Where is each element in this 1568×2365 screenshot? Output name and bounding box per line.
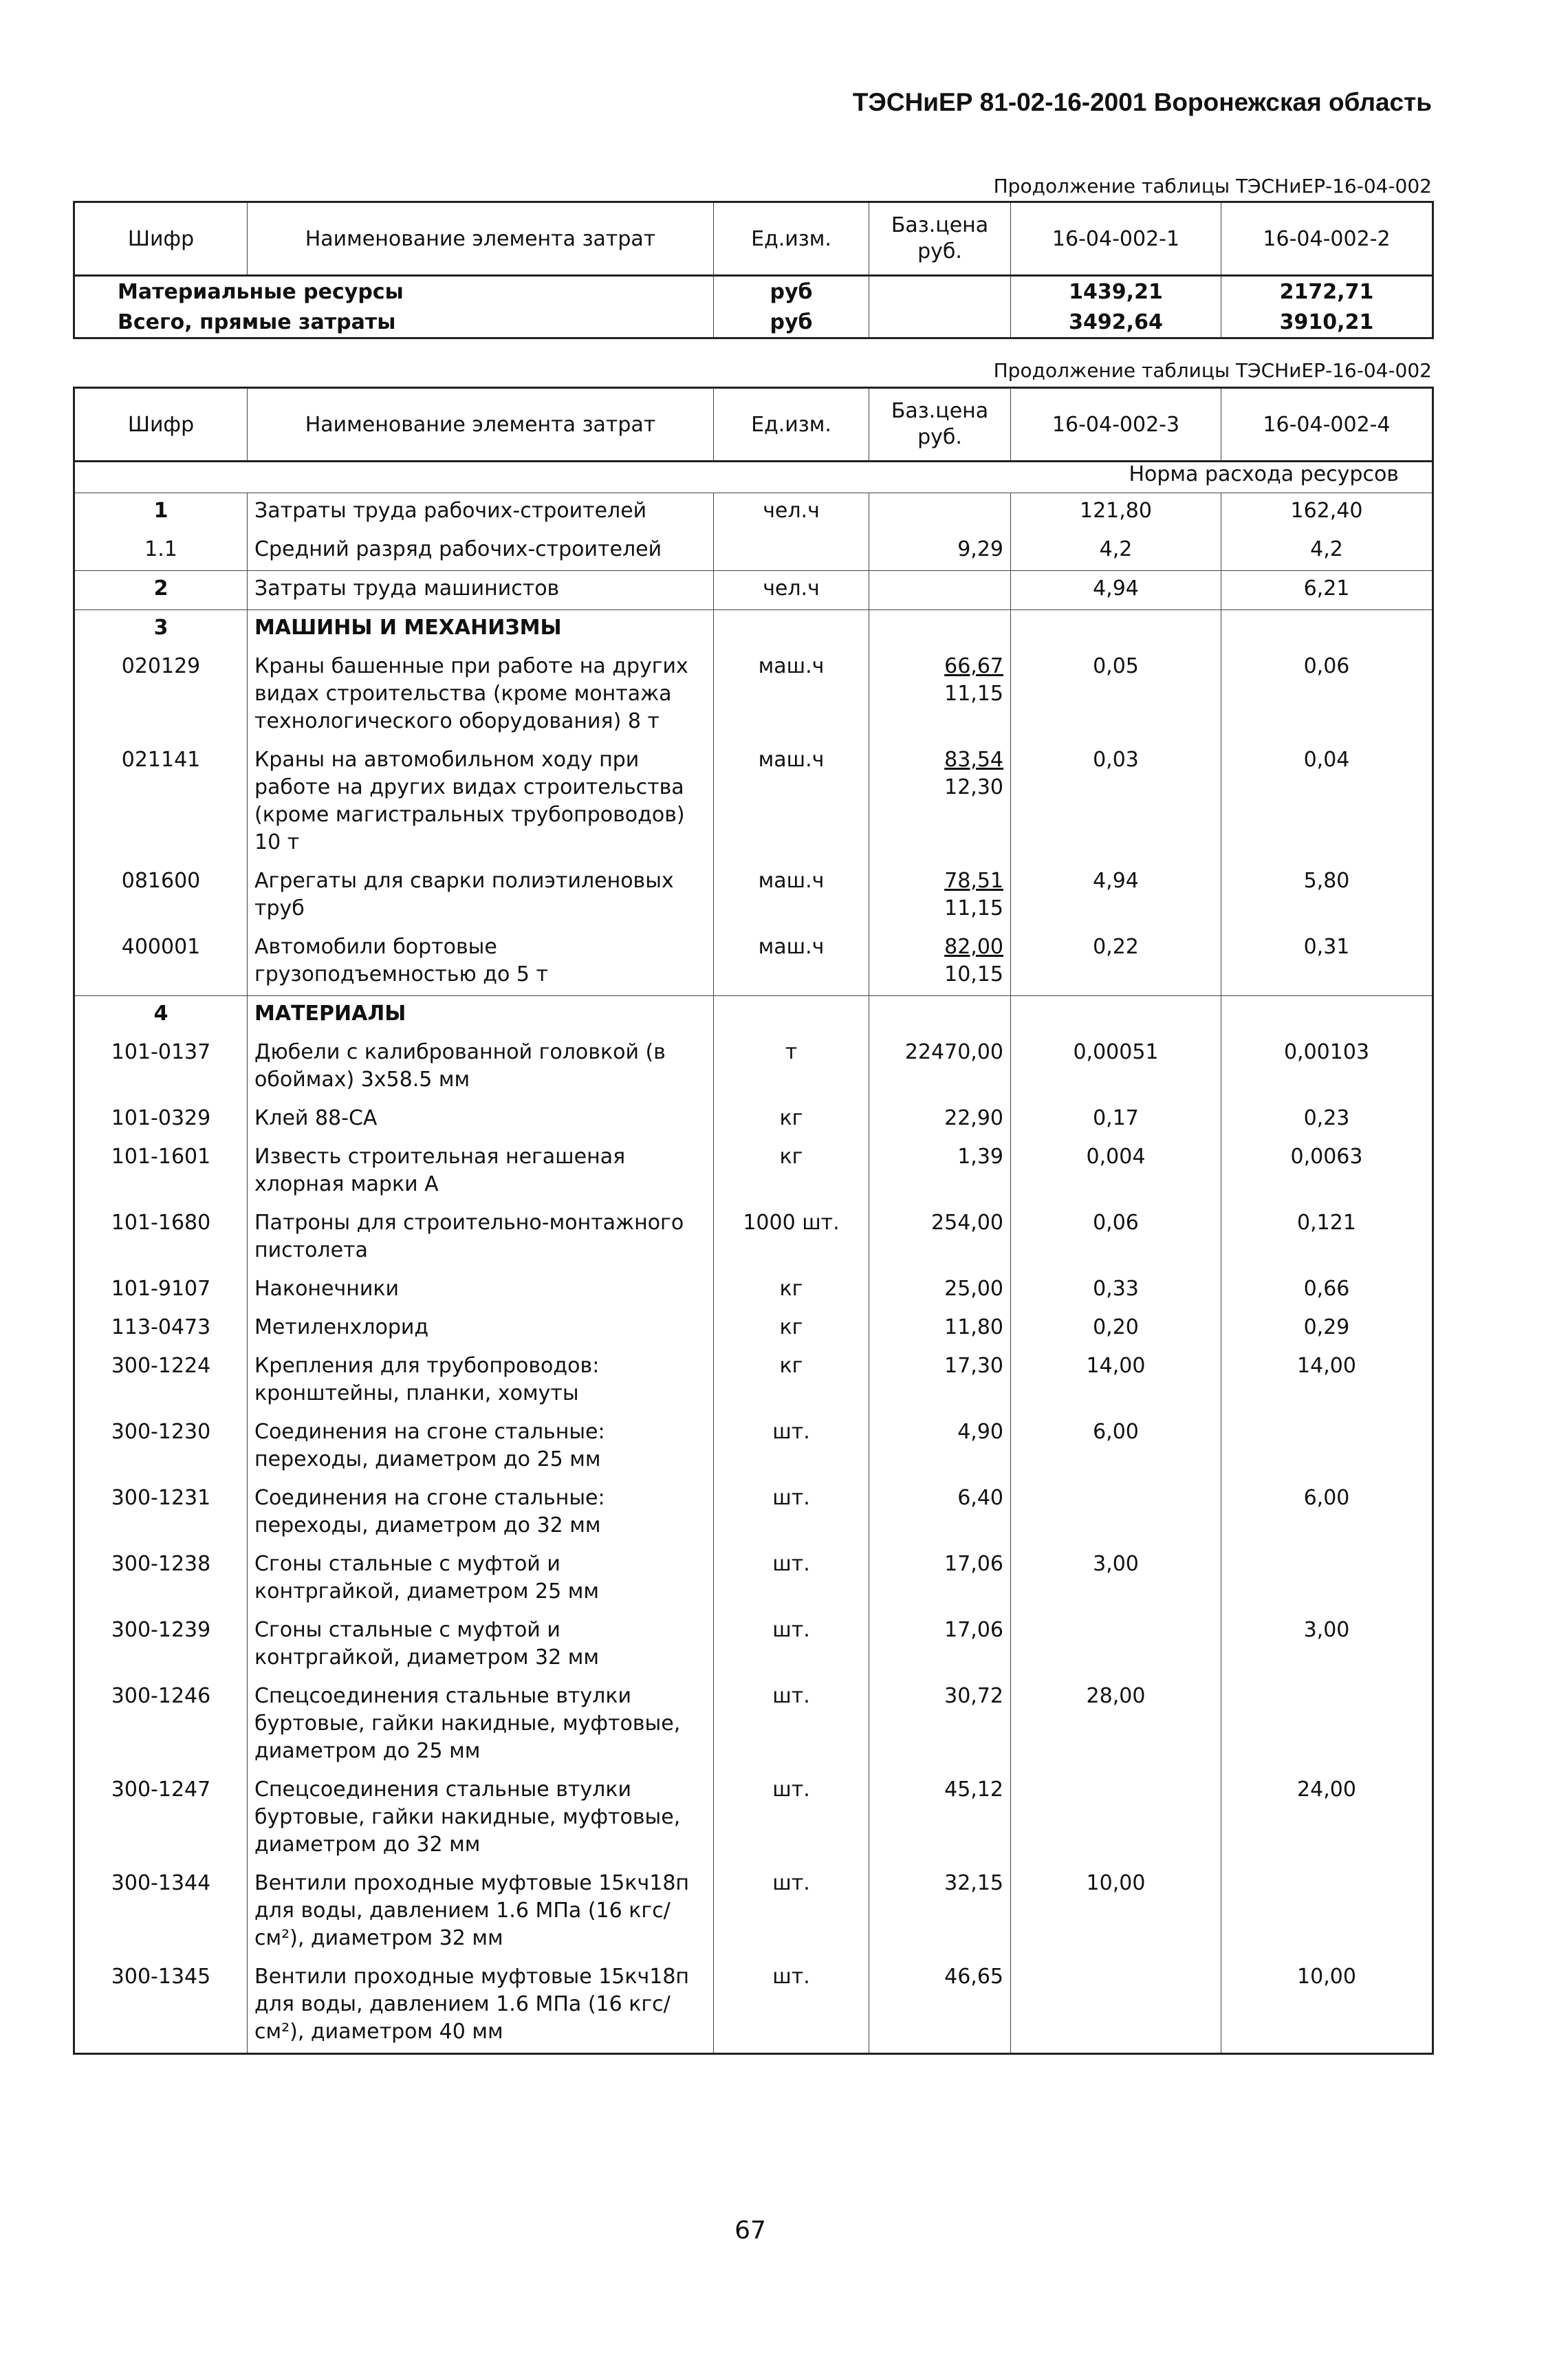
cell-price — [869, 1205, 1011, 1271]
table-caption: Продолжение таблицы ТЭСНиЕР-16-04-002 — [993, 175, 1432, 197]
price-value: 78,51 — [944, 869, 1003, 893]
cell-col-a — [1011, 1959, 1221, 2054]
cell-unit: шт. — [714, 1414, 869, 1480]
cell-unit: 1000 шт. — [714, 1205, 869, 1271]
price-value: 1,39 — [957, 1145, 1003, 1169]
cell-col-b: 0,0063 — [1221, 1139, 1433, 1205]
cell-unit: маш.ч — [714, 649, 869, 742]
cell-name: Краны на автомобильном ходу при работе на других видах строительства (кроме магистральных трубопроводов) 10 т — [248, 742, 714, 863]
cell-col-a: 10,00 — [1011, 1866, 1221, 1959]
table-row — [74, 1035, 1433, 1101]
cell-unit — [714, 610, 869, 649]
cell-col-b: 6,00 — [1221, 1480, 1433, 1546]
cell-unit: шт. — [714, 1866, 869, 1959]
cell-name: Спецсоединения стальные втулки буртовые, гайки накидные, муфтовые, диаметром до 32 мм — [248, 1772, 714, 1866]
cell-unit: шт. — [714, 1612, 869, 1678]
cell-name: Соединения на сгоне стальные: переходы, диаметром до 32 мм — [248, 1480, 714, 1546]
cell-name: Дюбели с калиброванной головкой (в обоймах) 3х58.5 мм — [248, 1035, 714, 1101]
cell-unit: чел.ч — [714, 493, 869, 532]
header-col-a: 16-04-002-3 — [1011, 388, 1221, 462]
cell-unit: маш.ч — [714, 742, 869, 863]
header-unit: Ед.изм. — [714, 388, 869, 462]
cell-code: 021141 — [121, 748, 201, 772]
price-value: 22,90 — [944, 1106, 1003, 1130]
cell-col-b: 0,29 — [1221, 1310, 1433, 1348]
cell-col-a — [1011, 1772, 1221, 1866]
cell-col-b: 0,00103 — [1221, 1035, 1433, 1101]
cell-col-b: 6,21 — [1221, 571, 1433, 610]
cell-price — [869, 1480, 1011, 1546]
price-value: 17,06 — [944, 1618, 1003, 1642]
cell-code: 300-1231 — [111, 1486, 211, 1510]
price-value: 17,06 — [944, 1552, 1003, 1576]
cell-name: Спецсоединения стальные втулки буртовые, гайки накидные, муфтовые, диаметром до 25 мм — [248, 1678, 714, 1772]
cell-name: Материальные ресурсы — [118, 279, 404, 304]
cell-unit: шт. — [714, 1678, 869, 1772]
cell-price — [869, 307, 1011, 338]
header-code: Шифр — [74, 202, 248, 276]
cell-col-b: 10,00 — [1221, 1959, 1433, 2054]
cell-code: 3 — [74, 610, 248, 649]
cell-col-b: 3910,21 — [1221, 307, 1433, 338]
cell-code: 101-0329 — [111, 1106, 211, 1130]
cell-col-a: 121,80 — [1011, 493, 1221, 532]
cell-unit: кг — [714, 1348, 869, 1414]
cell-col-b — [1221, 610, 1433, 649]
cell-price — [869, 1772, 1011, 1866]
table-row — [74, 1866, 1433, 1959]
cell-unit — [714, 532, 869, 571]
price-value: 45,12 — [944, 1778, 1003, 1802]
cell-col-b — [1221, 1866, 1433, 1959]
cell-col-b — [1221, 1678, 1433, 1772]
cell-name: Агрегаты для сварки полиэтиленовых труб — [248, 863, 714, 929]
cell-col-b — [1221, 1414, 1433, 1480]
cell-code: 300-1344 — [111, 1871, 211, 1895]
cell-price — [869, 1310, 1011, 1348]
cell-col-b: 0,23 — [1221, 1101, 1433, 1139]
cell-col-b: 0,04 — [1221, 742, 1433, 863]
cell-name: Соединения на сгоне стальные: переходы, диаметром до 25 мм — [248, 1414, 714, 1480]
cell-price — [869, 571, 1011, 610]
cell-col-b: 162,40 — [1221, 493, 1433, 532]
header-col-a: 16-04-002-1 — [1011, 202, 1221, 276]
price-value: 11,80 — [944, 1315, 1003, 1339]
cell-code: 300-1345 — [111, 1965, 211, 1989]
cell-code: 101-1680 — [111, 1211, 211, 1235]
cell-code: 300-1247 — [111, 1778, 211, 1802]
cell-col-a: 4,94 — [1011, 863, 1221, 929]
table-row — [74, 1612, 1433, 1678]
price-value: 83,54 — [944, 748, 1003, 772]
cell-col-a — [1011, 996, 1221, 1035]
page-header: ТЭСНиЕР 81-02-16-2001 Воронежская область — [852, 88, 1432, 116]
summary-table — [73, 201, 1434, 339]
cell-col-b: 0,121 — [1221, 1205, 1433, 1271]
table-row — [74, 1139, 1433, 1205]
cell-name: МАШИНЫ И МЕХАНИЗМЫ — [248, 610, 714, 649]
cell-price — [869, 742, 1011, 863]
cell-code: 020129 — [121, 654, 201, 678]
cell-name: Сгоны стальные с муфтой и контргайкой, диаметром 32 мм — [248, 1612, 714, 1678]
cell-col-a: 0,17 — [1011, 1101, 1221, 1139]
header-name: Наименование элемента затрат — [248, 388, 714, 462]
cell-price — [869, 610, 1011, 649]
cell-code: 300-1246 — [111, 1684, 211, 1708]
price-secondary: 11,15 — [944, 682, 1003, 706]
table-row — [74, 610, 1433, 649]
cell-col-a: 3492,64 — [1011, 307, 1221, 338]
cell-price — [869, 1271, 1011, 1310]
table-row — [74, 996, 1433, 1035]
price-value: 22470,00 — [904, 1040, 1003, 1064]
cell-col-a: 3,00 — [1011, 1546, 1221, 1612]
cell-price — [869, 493, 1011, 532]
cell-name: Наконечники — [248, 1271, 714, 1310]
cell-col-a: 0,00051 — [1011, 1035, 1221, 1101]
price-value: 6,40 — [957, 1486, 1003, 1510]
page-number: 67 — [734, 2216, 766, 2245]
cell-price — [869, 863, 1011, 929]
price-value: 82,00 — [944, 935, 1003, 959]
cell-code: 300-1224 — [111, 1354, 211, 1378]
norm-label: Норма расхода ресурсов — [74, 462, 1433, 493]
header-price: Баз.цена руб. — [869, 388, 1011, 462]
cell-col-a: 0,004 — [1011, 1139, 1221, 1205]
cell-price — [869, 1348, 1011, 1414]
cell-price — [869, 929, 1011, 996]
cell-unit: чел.ч — [714, 571, 869, 610]
cell-col-b: 2172,71 — [1221, 276, 1433, 307]
cell-col-a — [1011, 1612, 1221, 1678]
cell-code: 300-1239 — [111, 1618, 211, 1642]
cell-name: Затраты труда рабочих-строителей — [248, 493, 714, 532]
cell-unit: шт. — [714, 1480, 869, 1546]
table-row — [74, 742, 1433, 863]
cell-price — [869, 1959, 1011, 2054]
table-row — [74, 1348, 1433, 1414]
cell-code: 2 — [74, 571, 248, 610]
table-row — [74, 1546, 1433, 1612]
cell-col-a: 1439,21 — [1011, 276, 1221, 307]
table-row — [74, 1678, 1433, 1772]
cell-unit: кг — [714, 1101, 869, 1139]
table-row — [74, 1772, 1433, 1866]
cell-unit: руб — [714, 307, 869, 338]
cell-code: 081600 — [121, 869, 201, 893]
cell-col-b: 24,00 — [1221, 1772, 1433, 1866]
cell-code: 300-1238 — [111, 1552, 211, 1576]
header-col-b: 16-04-002-2 — [1221, 202, 1433, 276]
cell-name: Автомобили бортовые грузоподъемностью до 5 т — [248, 929, 714, 996]
cell-unit — [714, 996, 869, 1035]
table-row — [74, 1271, 1433, 1310]
cell-code: 1.1 — [144, 537, 177, 561]
cell-code: 113-0473 — [111, 1315, 211, 1339]
cell-unit: маш.ч — [714, 929, 869, 996]
cell-col-a: 4,2 — [1011, 532, 1221, 571]
cell-name: Средний разряд рабочих-строителей — [248, 532, 714, 571]
table-row — [74, 1414, 1433, 1480]
price-value: 254,00 — [931, 1211, 1003, 1235]
cell-col-b: 14,00 — [1221, 1348, 1433, 1414]
cell-col-a: 0,06 — [1011, 1205, 1221, 1271]
cell-col-a: 0,22 — [1011, 929, 1221, 996]
cell-unit: шт. — [714, 1772, 869, 1866]
table-row — [74, 1959, 1433, 2054]
cell-col-a: 0,05 — [1011, 649, 1221, 742]
cell-unit: кг — [714, 1310, 869, 1348]
table-row — [74, 1310, 1433, 1348]
cell-unit: кг — [714, 1139, 869, 1205]
cell-name: Всего, прямые затраты — [118, 310, 396, 334]
cell-name: Патроны для строительно-монтажного пистолета — [248, 1205, 714, 1271]
resources-table — [73, 387, 1434, 2055]
cell-name: Вентили проходные муфтовые 15кч18п для воды, давлением 1.6 МПа (16 кгс/см²), диаметром 32 мм — [248, 1866, 714, 1959]
cell-col-b: 0,66 — [1221, 1271, 1433, 1310]
cell-price — [869, 1678, 1011, 1772]
table-row — [74, 571, 1433, 610]
header-price: Баз.цена руб. — [869, 202, 1011, 276]
table-row — [74, 863, 1433, 929]
cell-name: Краны башенные при работе на других видах строительства (кроме монтажа технологического оборудования) 8 т — [248, 649, 714, 742]
price-value: 32,15 — [944, 1871, 1003, 1895]
price-value: 4,90 — [957, 1420, 1003, 1444]
cell-name: Сгоны стальные с муфтой и контргайкой, диаметром 25 мм — [248, 1546, 714, 1612]
table-caption: Продолжение таблицы ТЭСНиЕР-16-04-002 — [993, 359, 1432, 382]
cell-name: Известь строительная негашеная хлорная марки А — [248, 1139, 714, 1205]
cell-price — [869, 1612, 1011, 1678]
table-row — [74, 649, 1433, 742]
cell-name: Крепления для трубопроводов: кронштейны, планки, хомуты — [248, 1348, 714, 1414]
cell-col-a: 28,00 — [1011, 1678, 1221, 1772]
cell-unit: маш.ч — [714, 863, 869, 929]
cell-price — [869, 649, 1011, 742]
cell-unit: руб — [714, 276, 869, 307]
cell-col-a: 0,03 — [1011, 742, 1221, 863]
price-value: 46,65 — [944, 1965, 1003, 1989]
price-value: 9,29 — [957, 537, 1003, 561]
cell-name: Клей 88-СА — [248, 1101, 714, 1139]
cell-code: 300-1230 — [111, 1420, 211, 1444]
cell-col-a: 4,94 — [1011, 571, 1221, 610]
cell-code: 1 — [153, 499, 168, 523]
cell-name: Метиленхлорид — [248, 1310, 714, 1348]
cell-code: 4 — [74, 996, 248, 1035]
cell-price — [869, 532, 1011, 571]
cell-price — [869, 996, 1011, 1035]
cell-col-a — [1011, 1480, 1221, 1546]
cell-unit: шт. — [714, 1959, 869, 2054]
cell-col-a: 0,33 — [1011, 1271, 1221, 1310]
cell-price — [869, 276, 1011, 307]
price-secondary: 12,30 — [944, 775, 1003, 799]
table-row — [74, 1205, 1433, 1271]
cell-col-b: 0,06 — [1221, 649, 1433, 742]
cell-col-b: 4,2 — [1221, 532, 1433, 571]
cell-col-b: 3,00 — [1221, 1612, 1433, 1678]
cell-name: Вентили проходные муфтовые 15кч18п для воды, давлением 1.6 МПа (16 кгс/см²), диаметром 40 мм — [248, 1959, 714, 2054]
price-value: 25,00 — [944, 1277, 1003, 1301]
cell-code: 101-1601 — [111, 1145, 211, 1169]
cell-unit: т — [714, 1035, 869, 1101]
header-name: Наименование элемента затрат — [248, 202, 714, 276]
table-row — [74, 1101, 1433, 1139]
cell-col-a — [1011, 610, 1221, 649]
header-col-b: 16-04-002-4 — [1221, 388, 1433, 462]
cell-unit: кг — [714, 1271, 869, 1310]
table-row — [74, 276, 1433, 307]
cell-name: МАТЕРИАЛЫ — [248, 996, 714, 1035]
cell-col-a: 6,00 — [1011, 1414, 1221, 1480]
price-secondary: 10,15 — [944, 962, 1003, 986]
header-unit: Ед.изм. — [714, 202, 869, 276]
cell-price — [869, 1101, 1011, 1139]
cell-name: Затраты труда машинистов — [248, 571, 714, 610]
cell-col-b: 5,80 — [1221, 863, 1433, 929]
cell-code: 400001 — [121, 935, 201, 959]
cell-price — [869, 1866, 1011, 1959]
cell-price — [869, 1414, 1011, 1480]
table-row — [74, 1480, 1433, 1546]
price-secondary: 11,15 — [944, 896, 1003, 920]
cell-price — [869, 1035, 1011, 1101]
cell-col-b — [1221, 1546, 1433, 1612]
header-code: Шифр — [74, 388, 248, 462]
price-value: 30,72 — [944, 1684, 1003, 1708]
table-row — [74, 532, 1433, 571]
cell-price — [869, 1546, 1011, 1612]
table-row — [74, 929, 1433, 996]
price-value: 66,67 — [944, 654, 1003, 678]
cell-col-b — [1221, 996, 1433, 1035]
cell-code: 101-0137 — [111, 1040, 211, 1064]
table-row — [74, 493, 1433, 532]
cell-unit: шт. — [714, 1546, 869, 1612]
cell-col-a: 14,00 — [1011, 1348, 1221, 1414]
cell-col-a: 0,20 — [1011, 1310, 1221, 1348]
cell-code: 101-9107 — [111, 1277, 211, 1301]
price-value: 17,30 — [944, 1354, 1003, 1378]
cell-col-b: 0,31 — [1221, 929, 1433, 996]
cell-price — [869, 1139, 1011, 1205]
table-row — [74, 307, 1433, 338]
